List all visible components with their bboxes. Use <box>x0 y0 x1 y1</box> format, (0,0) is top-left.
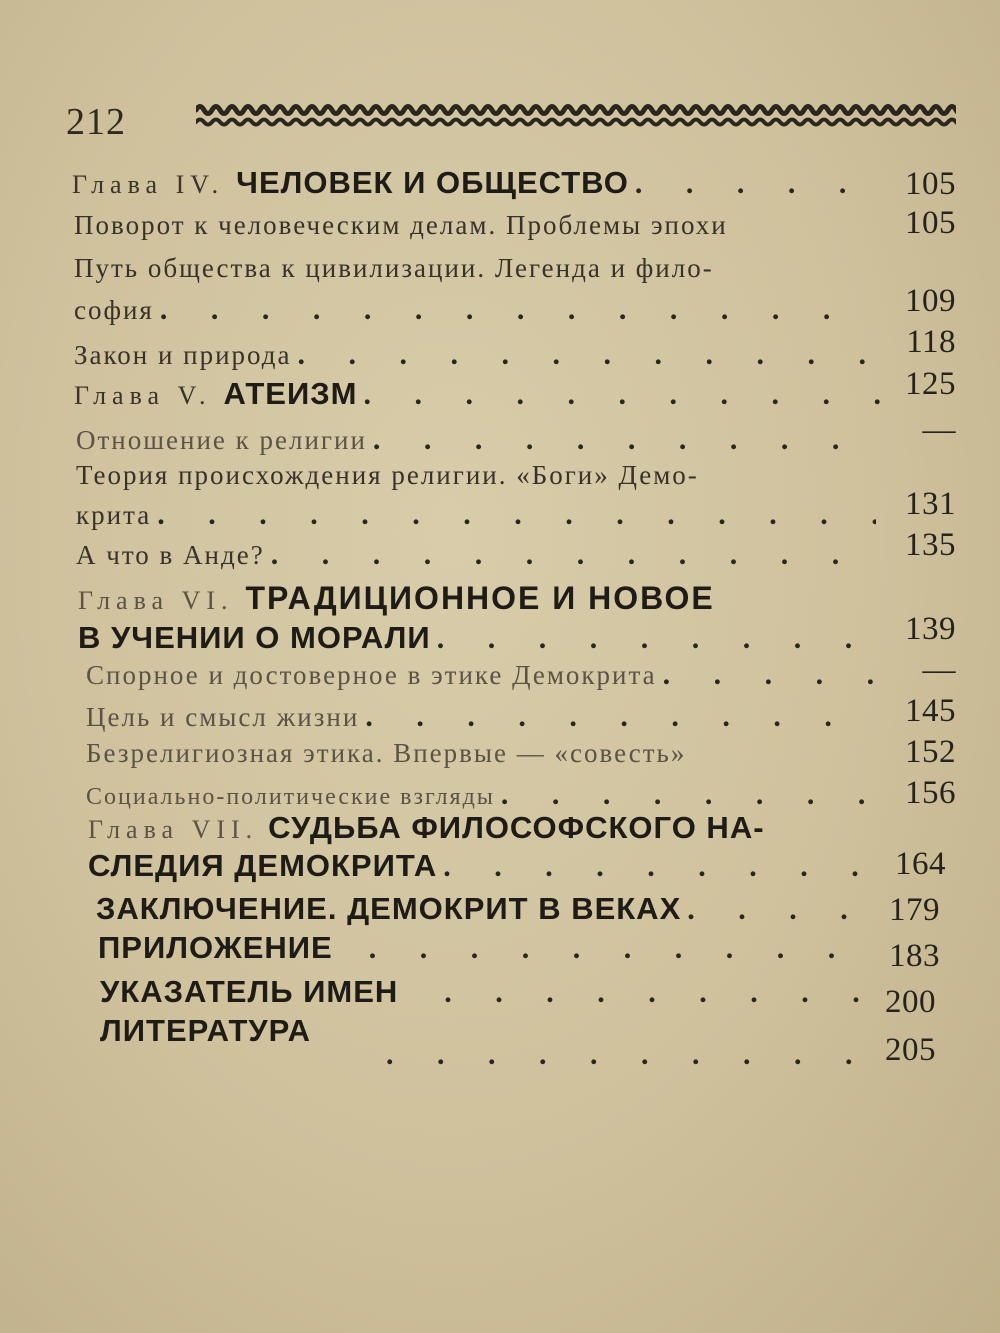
chapter-title: СЛЕДИЯ ДЕМОКРИТА <box>88 848 438 883</box>
page-ref: 131 <box>905 486 956 522</box>
page-ref: 105 <box>905 166 956 202</box>
chapter-title: ЧЕЛОВЕК И ОБЩЕСТВО <box>236 165 629 200</box>
section-title: Путь общества к цивилизации. Легенда и фило- <box>74 253 714 283</box>
section-title: Социально-политические взгляды <box>86 784 495 810</box>
page-ref: 164 <box>895 846 946 882</box>
toc-section <box>86 660 876 690</box>
toc-section <box>74 340 874 370</box>
dot-leader <box>357 380 882 410</box>
page-ref: 139 <box>905 611 956 647</box>
dot-leader <box>438 978 860 1008</box>
page-ref: 118 <box>906 324 956 360</box>
toc-conclusion <box>96 893 866 925</box>
toc-section <box>86 702 876 732</box>
section-title: Безрелигиозная этика. Впервые — «совесть» <box>86 738 687 768</box>
toc-chapter-4 <box>72 167 882 199</box>
section-title: Поворот к человеческим делам. Проблемы эпохи <box>74 210 728 240</box>
page-ref: 145 <box>905 693 956 729</box>
dot-leader <box>681 895 866 925</box>
dot-leader <box>431 624 878 654</box>
dot-leader <box>265 540 876 570</box>
toc-literature-leader <box>380 1040 860 1070</box>
toc-section-cont <box>74 295 874 325</box>
toc-section <box>76 462 866 489</box>
chapter-label: Глава VI. <box>78 586 234 615</box>
page-ref: 125 <box>905 366 956 402</box>
section-title: ЛИТЕРАТУРА <box>100 1013 312 1048</box>
page-ref: 200 <box>885 984 936 1020</box>
chapter-label: Глава IV. <box>72 170 225 199</box>
toc-name-index <box>100 976 860 1008</box>
toc-section <box>76 540 876 570</box>
toc-chapter-7 <box>88 812 888 843</box>
toc-literature <box>100 1015 400 1046</box>
section-title: софия <box>74 295 154 325</box>
page-ref: 179 <box>889 892 940 928</box>
toc-section <box>86 740 866 767</box>
chapter-title: АТЕИЗМ <box>223 376 358 411</box>
chapter-label: Глава VII. <box>88 815 259 844</box>
dot-leader <box>292 340 875 370</box>
dot-leader <box>495 780 876 810</box>
toc-appendix <box>98 932 858 964</box>
page-ref: 156 <box>905 775 956 811</box>
toc-chapter-6-cont <box>78 622 878 654</box>
dot-leader <box>629 169 882 199</box>
section-title: крита <box>76 500 152 530</box>
section-title: Закон и природа <box>74 340 292 370</box>
toc-section-cont <box>76 500 876 530</box>
dot-leader <box>151 500 876 530</box>
dot-leader <box>380 1040 860 1070</box>
toc-section <box>74 212 864 239</box>
section-title: УКАЗАТЕЛЬ ИМЕН <box>100 974 399 1009</box>
toc-chapter-7-cont <box>88 850 868 882</box>
toc-section <box>74 255 864 282</box>
section-title: ПРИЛОЖЕНИЕ <box>98 930 333 965</box>
section-title: Спорное и достоверное в этике Демокрита <box>86 660 657 690</box>
page-ref: 105 <box>905 205 956 241</box>
page-ref: 183 <box>889 938 940 974</box>
dot-leader <box>367 425 876 455</box>
page-ref: — <box>922 652 956 688</box>
toc-section <box>86 780 876 810</box>
section-title: Отношение к религии <box>76 425 367 455</box>
section-title: Цель и смысл жизни <box>86 702 360 732</box>
chapter-label: Глава V. <box>74 381 212 410</box>
section-title: Теория происхождения религии. «Боги» Демо- <box>76 460 699 490</box>
page-ref: 109 <box>905 283 956 319</box>
page-ref: — <box>922 412 956 448</box>
page-ref: 205 <box>885 1032 936 1068</box>
chapter-title: ТРАДИЦИОННОЕ И НОВОЕ <box>245 580 715 616</box>
toc-chapter-6 <box>78 582 868 614</box>
chapter-title: СУДЬБА ФИЛОСОФСКОГО НА- <box>268 810 765 845</box>
page-ref: 152 <box>905 734 956 770</box>
dot-leader <box>359 702 876 732</box>
toc-section <box>76 425 876 455</box>
section-title: А что в Анде? <box>76 540 265 570</box>
chapter-title: В УЧЕНИИ О МОРАЛИ <box>78 620 431 655</box>
page-number: 212 <box>66 101 126 143</box>
page-ref: 135 <box>905 527 956 563</box>
dot-leader <box>657 660 876 690</box>
dot-leader <box>154 295 874 325</box>
dot-leader <box>437 852 868 882</box>
section-title: ЗАКЛЮЧЕНИЕ. ДЕМОКРИТ В ВЕКАХ <box>96 891 682 926</box>
dot-leader <box>363 934 858 964</box>
toc-chapter-5 <box>74 378 882 410</box>
